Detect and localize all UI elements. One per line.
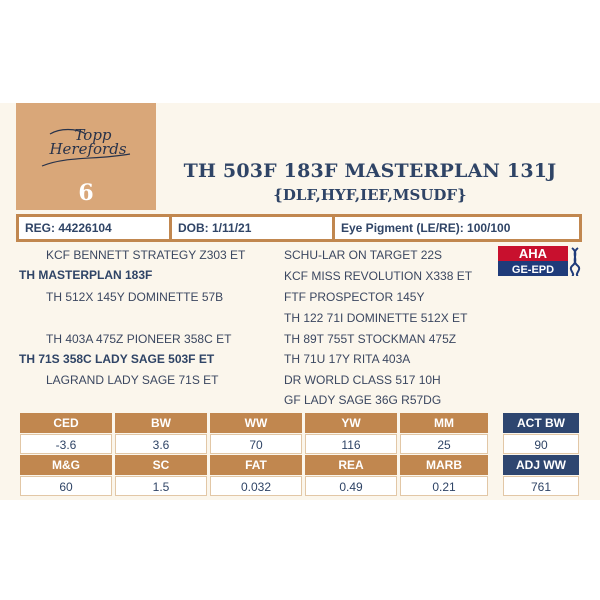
pedigree-right-3: FTF PROSPECTOR 145Y — [284, 290, 425, 304]
epd-value-rea: 0.49 — [305, 476, 397, 496]
pedigree-dam-sire: TH 403A 475Z PIONEER 358C ET — [46, 332, 232, 346]
epd-value-mg: 60 — [20, 476, 112, 496]
pedigree-sire-sire: KCF BENNETT STRATEGY Z303 ET — [46, 248, 246, 262]
animal-name: TH 503F 183F MASTERPLAN 131J — [183, 160, 557, 182]
eye-pigment: Eye Pigment (LE/RE): 100/100 — [335, 217, 579, 239]
pedigree-sire: TH MASTERPLAN 183F — [19, 268, 153, 282]
adj-ww-label: ADJ WW — [503, 455, 579, 475]
epd-value-fat: 0.032 — [210, 476, 302, 496]
act-bw-value: 90 — [503, 434, 579, 454]
epd-header-mm: MM — [400, 413, 488, 433]
epd-header-sc: SC — [115, 455, 207, 475]
pedigree-right-8: GF LADY SAGE 36G R57DG — [284, 393, 442, 407]
pedigree-right-4: TH 122 71I DOMINETTE 512X ET — [284, 311, 468, 325]
epd-header-ced: CED — [20, 413, 112, 433]
aha-logo-top: AHA — [518, 246, 548, 261]
pedigree-right-7: DR WORLD CLASS 517 10H — [284, 373, 441, 387]
pedigree-dam: TH 71S 358C LADY SAGE 503F ET — [19, 352, 215, 366]
epd-header-marb: MARB — [400, 455, 488, 475]
adj-ww-value: 761 — [503, 476, 579, 496]
pedigree-right-5: TH 89T 755T STOCKMAN 475Z — [284, 332, 457, 346]
lot-number: 6 — [78, 180, 94, 206]
aha-ge-epd-logo — [498, 246, 582, 276]
registration-number: REG: 44226104 — [19, 217, 169, 239]
pedigree-sire-dam: TH 512X 145Y DOMINETTE 57B — [46, 290, 224, 304]
logo-line-1: Topp — [74, 126, 112, 144]
epd-value-marb: 0.21 — [400, 476, 488, 496]
aha-logo-bottom: GE-EPD — [511, 264, 555, 276]
pedigree-right-6: TH 71U 17Y RITA 403A — [284, 352, 411, 366]
epd-header-mg: M&G — [20, 455, 112, 475]
epd-header-ww: WW — [210, 413, 302, 433]
epd-value-mm: 25 — [400, 434, 488, 454]
pedigree-dam-dam: LAGRAND LADY SAGE 71S ET — [46, 373, 219, 387]
epd-header-fat: FAT — [210, 455, 302, 475]
epd-value-sc: 1.5 — [115, 476, 207, 496]
epd-header-rea: REA — [305, 455, 397, 475]
act-bw-label: ACT BW — [503, 413, 579, 433]
epd-value-ced: -3.6 — [20, 434, 112, 454]
logo-line-2: Herefords — [49, 140, 127, 158]
genetic-status: {DLF,HYF,IEF,MSUDF} — [273, 186, 467, 204]
epd-header-yw: YW — [305, 413, 397, 433]
date-of-birth: DOB: 1/11/21 — [172, 217, 332, 239]
logo — [16, 128, 156, 156]
epd-value-yw: 116 — [305, 434, 397, 454]
epd-value-bw: 3.6 — [115, 434, 207, 454]
pedigree-right-2: KCF MISS REVOLUTION X338 ET — [284, 269, 473, 283]
epd-header-bw: BW — [115, 413, 207, 433]
epd-value-ww: 70 — [210, 434, 302, 454]
pedigree-right-1: SCHU-LAR ON TARGET 22S — [284, 248, 443, 262]
